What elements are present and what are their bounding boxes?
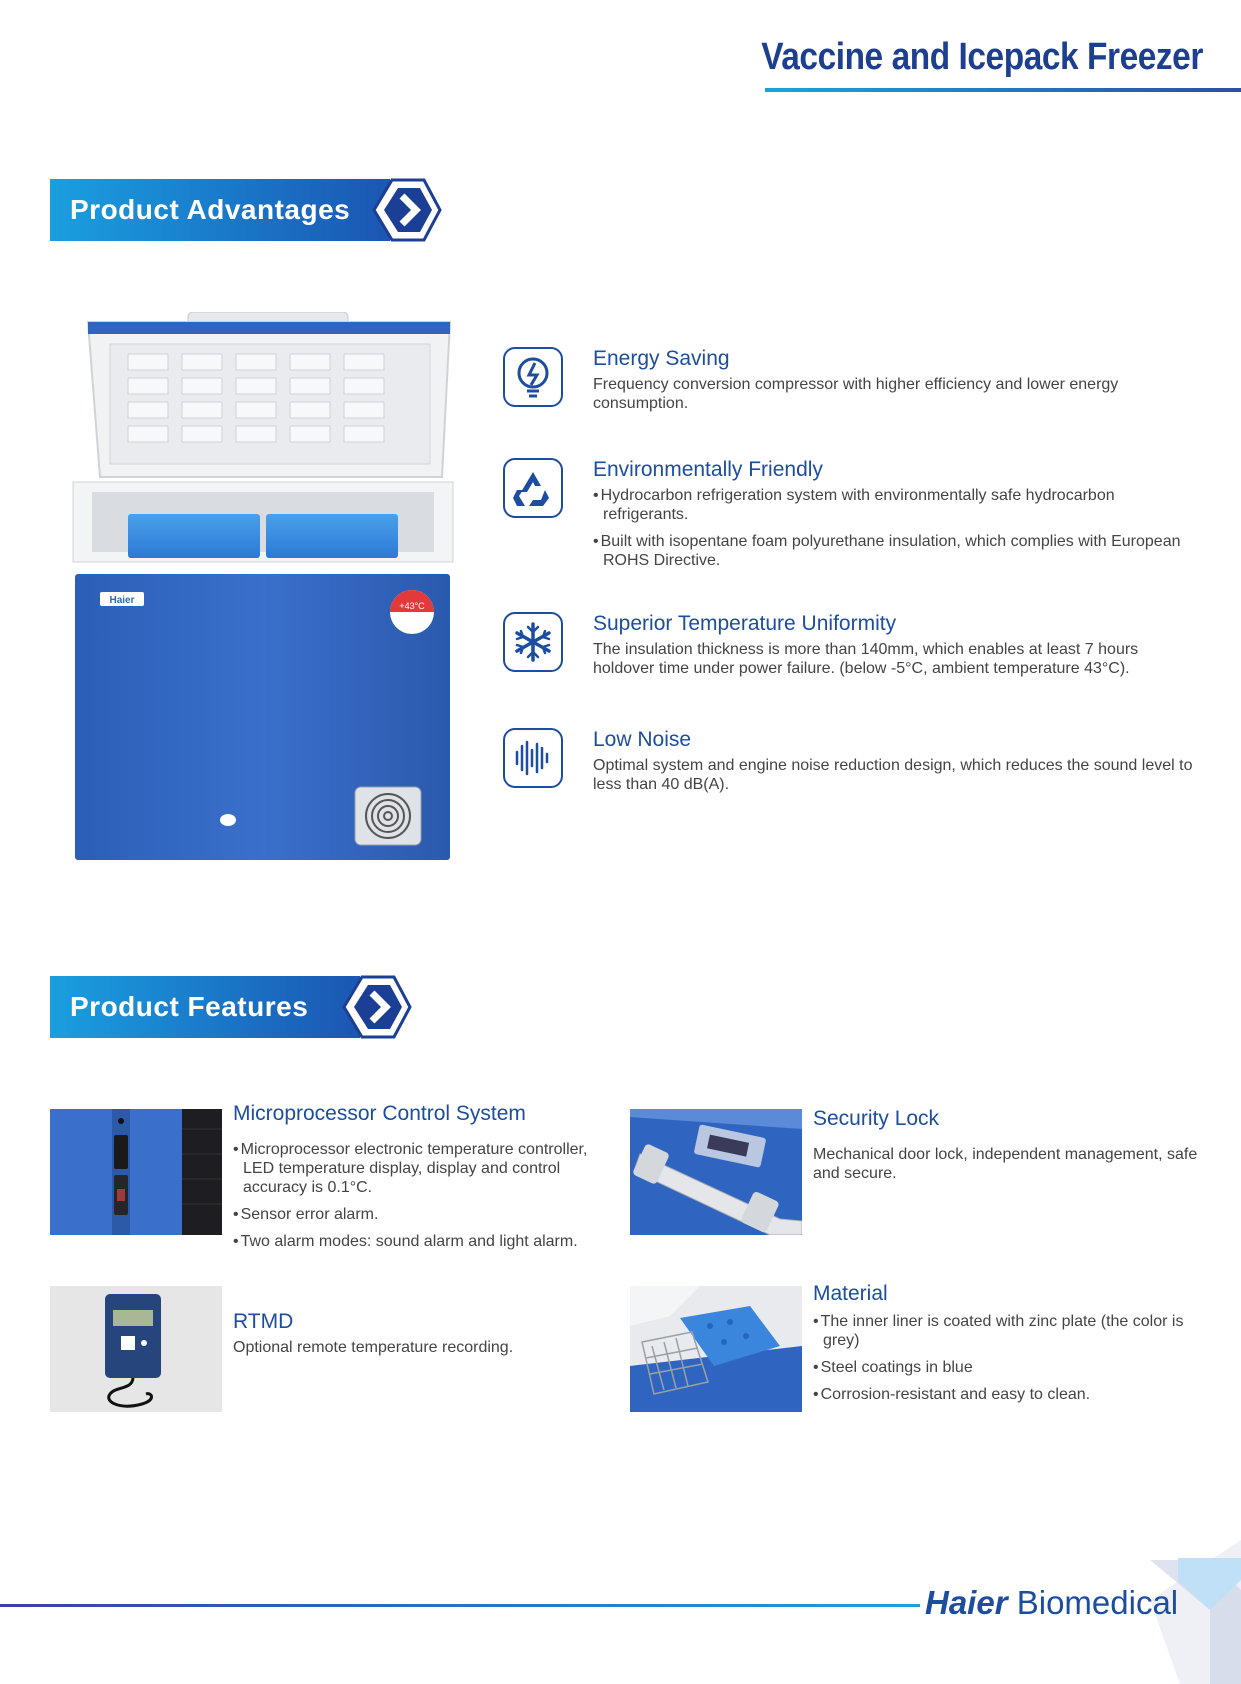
recycle-icon — [503, 458, 563, 518]
title-underline — [765, 88, 1241, 92]
feature-description: Mechanical door lock, independent management, safe and secure. — [813, 1146, 1198, 1182]
feature-title: Security Lock — [813, 1107, 940, 1130]
features-banner — [50, 976, 360, 1038]
microprocessor-photo — [50, 1109, 222, 1235]
advantage-title: Energy Saving — [593, 347, 730, 370]
advantage-description: Optimal system and engine noise reduction design, which reduces the sound level to less than 40 dB(A). — [593, 757, 1193, 793]
feature-material — [813, 1282, 1213, 1412]
haier-biomedical-logo — [925, 1584, 1178, 1622]
temperature-badge: +43°C — [399, 601, 425, 611]
list-item: • Two alarm modes: sound alarm and light alarm. — [233, 1232, 618, 1251]
feature-title: RTMD — [233, 1310, 294, 1333]
advantage-title: Low Noise — [593, 728, 692, 751]
logo-division: Biomedical — [1007, 1584, 1179, 1621]
energy-saving-icon — [503, 347, 563, 407]
feature-title: Material — [813, 1282, 888, 1305]
list-item: • Hydrocarbon refrigeration system with environmentally safe hydrocarbon refrigerants. — [593, 486, 1203, 524]
advantage-description: Frequency conversion compressor with higher efficiency and lower energy consumption. — [593, 376, 1119, 412]
feature-microprocessor — [233, 1102, 618, 1259]
list-item: • Microprocessor electronic temperature controller, LED temperature display, display and control accuracy is 0.1°C. — [233, 1140, 618, 1197]
chevron-right-icon — [336, 973, 412, 1041]
footer-rule — [0, 1604, 920, 1607]
sound-wave-icon — [503, 728, 563, 788]
advantages-banner — [50, 179, 390, 241]
advantages-banner-title: Product Advantages — [70, 194, 351, 225]
page-title: Vaccine and Icepack Freezer — [761, 36, 1203, 78]
freezer-illustration — [70, 312, 455, 862]
security-lock-photo — [630, 1109, 802, 1235]
features-banner-title: Product Features — [70, 991, 309, 1022]
advantage-title: Environmentally Friendly — [593, 458, 823, 481]
list-item: • The inner liner is coated with zinc plate (the color is grey) — [813, 1312, 1213, 1350]
advantage-description: The insulation thickness is more than 140mm, which enables at least 7 hours holdover time under power failure. (below -5°C, ambient temperature 43°C). — [593, 641, 1139, 677]
logo-brand: Haier — [925, 1584, 1008, 1621]
freezer-brand-badge: Haier — [109, 595, 135, 606]
advantage-title: Superior Temperature Uniformity — [593, 612, 897, 635]
feature-title: Microprocessor Control System — [233, 1102, 526, 1125]
snowflake-icon — [503, 612, 563, 672]
rtmd-photo — [50, 1286, 222, 1412]
list-item: • Built with isopentane foam polyurethane insulation, which complies with European ROHS Directive. — [593, 532, 1203, 570]
list-item: • Sensor error alarm. — [233, 1205, 618, 1224]
feature-rtmd — [233, 1310, 618, 1357]
feature-description: Optional remote temperature recording. — [233, 1339, 514, 1356]
list-item: • Steel coatings in blue — [813, 1358, 1213, 1377]
list-item: • Corrosion-resistant and easy to clean. — [813, 1385, 1213, 1404]
material-photo — [630, 1286, 802, 1412]
feature-security-lock — [813, 1107, 1213, 1183]
chevron-right-icon — [366, 176, 442, 244]
